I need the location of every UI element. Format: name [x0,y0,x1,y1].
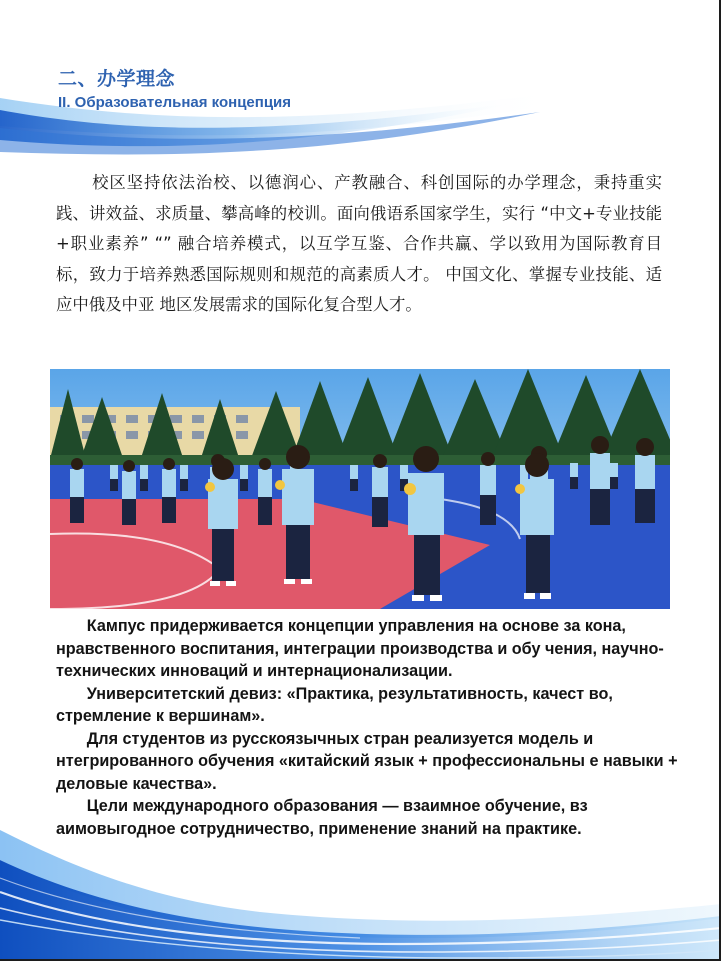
russian-paragraph: Университетский девиз: «Практика, результативность, качест во, стремление к вершинам». [56,684,613,725]
russian-paragraph: Кампус придерживается концепции управления на основе за кона, нравственного воспитания, интеграции производства и обу чения, научно-технических инноваций и интернационализации. [56,617,664,680]
russian-paragraph: Цели международного образования — взаимное обучение, вз аимовыгодное сотрудничество, применение знаний на практике. [56,797,588,838]
chinese-paragraph: 校区坚持依法治校、以德润心、产教融合、科创国际的办学理念，秉持重实践、讲效益、求质量、攀高峰的校训。面向俄语系国家学生，实行 “中文+专业技能+职业素养” “” 融合培养模式，以互学互鉴、合作共赢、学以致用为国际教育目标，致力于培养熟悉国际规则和规范的高素质人才。 中国文化、掌握专业技能、适应中俄及中亚 地区发展需求的国际化复合型人才。 [56,173,662,315]
section-title-chinese: 二、办学理念 [58,68,176,90]
campus-photo [50,369,670,609]
section-title-russian: II. Образовательная концепция [58,94,292,111]
russian-text-block [56,615,678,840]
russian-paragraph: Для студентов из русскоязычных стран реализуется модель и нтегрированного обучения «китайский язык + профессиональны е навыки + деловые качества». [56,729,678,793]
footer-wave-decoration [0,820,721,961]
